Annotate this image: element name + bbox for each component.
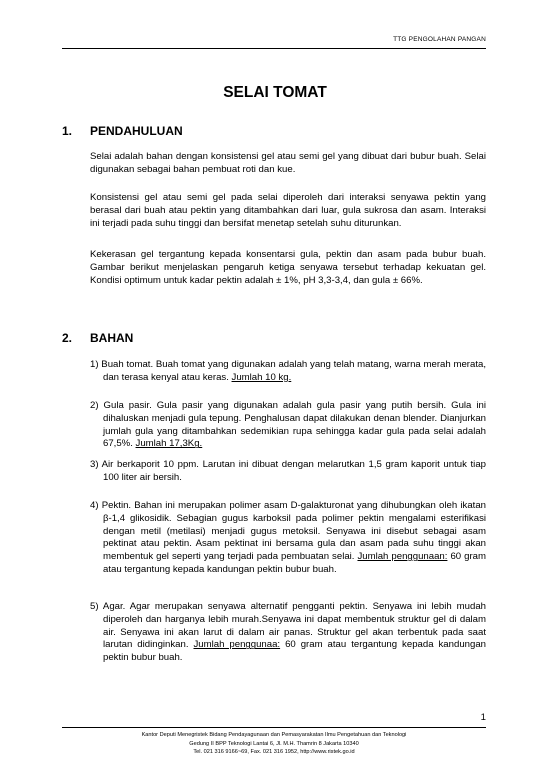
- paragraph: Konsistensi gel atau semi gel pada selai diperoleh dari interaksi senyawa pektin yang berasal dari buah atau pektin yang ditambahkan dari luar, gula sukrosa dan asam. Interaksi ini terjadi pada suhu tinggi dan bersifat menetap setelah suhu diturunkan.: [90, 192, 486, 229]
- header-divider: [62, 48, 486, 49]
- section-heading-pendahuluan: [62, 124, 183, 138]
- list-item-text: 4) Pektin. Bahan ini merupakan polimer asam D-galakturonat yang dihubungkan oleh ikatan β-1,4 glikosidik. Sebagian gugus karboksil pada polimer pektin mengalami esterifikasi dengan metil (metilasi) menjadi gugus metoksil. Senyawa ini disebut sebagai asam pektinat atau pektin. Asam pektinat ini bersama gula dan asam pada suhu tinggi akan membentuk gel seperti yang terjadi pada pembuatan selai.: [90, 500, 486, 563]
- footer-line: Kantor Deputi Menegristek Bidang Pendayagunaan dan Pemasyarakatan Ilmu Pengetahuan dan Teknologi: [141, 732, 407, 738]
- document-title: SELAI TOMAT: [223, 84, 327, 101]
- list-item-text: 2) Gula pasir. Gula pasir yang digunakan adalah gula pasir yang putih bersih. Gula ini dihaluskan menjadi gula tepung. Penghalusan dapat dilakukan denan blender. Dianjurkan jumlah gula yang ditambahkan sedemikian rupa sehingga kadar gula pada selai adalah 67,5%.: [90, 400, 486, 450]
- quantity-note: Jumlah penggunaan:: [357, 551, 448, 563]
- quantity-note: Jumlah 17,3Kg.: [135, 438, 203, 450]
- list-item: [90, 601, 486, 665]
- footer: [62, 731, 486, 757]
- list-item-text: 3) Air berkaporit 10 ppm. Larutan ini dibuat dengan melarutkan 1,5 gram kaporit untuk tiap 100 liter air bersih.: [90, 459, 486, 483]
- header-label: TTG PENGOLAHAN PANGAN: [393, 36, 486, 43]
- list-item: [90, 400, 486, 451]
- list-item: [90, 359, 486, 385]
- page-number: 1: [480, 712, 486, 723]
- paragraph: Selai adalah bahan dengan konsistensi gel atau semi gel yang dibuat dari bubur buah. Selai digunakan sebagai bahan pembuat roti dan kue.: [90, 151, 486, 175]
- quantity-note: Jumlah 10 kg.: [231, 371, 292, 383]
- section-number: 1.: [62, 124, 73, 138]
- section-number: 2.: [62, 331, 73, 345]
- section-title: PENDAHULUAN: [90, 124, 183, 138]
- list-item-text-tail: 60 gram atau tergantung kepada kandungan pektin bubur buah.: [103, 639, 486, 664]
- list-item-text: 1) Buah tomat. Buah tomat yang digunakan adalah yang telah matang, warna merah merata, dan terasa kenyal atau keras.: [90, 359, 486, 383]
- footer-line: Gedung II BPP Teknologi Lantai 6, Jl. M.H. Thamrin 8 Jakarta 10340: [189, 740, 359, 747]
- footer-line: Tel. 021 316 9166~69, Fax. 021 316 1952, http://www.ristek.go.id: [193, 749, 355, 756]
- list-item-text-tail: 60 gram atau tergantung kepada kandungan pektin bubur buah.: [103, 551, 486, 575]
- paragraph: Kekerasan gel tergantung kepada konsentarsi gula, pektin dan asam pada bubur buah. Gambar berikut menjelaskan pengaruh ketiga senyawa tersebut terhadap kekuatan gel. Kondisi optimum untuk kadar pektin adalah ± 1%, pH 3,3-3,4, dan gula ± 66%.: [90, 249, 486, 286]
- list-item: [90, 459, 486, 485]
- section-title: BAHAN: [90, 331, 134, 345]
- list-item-text: 5) Agar. Agar merupakan senyawa alternatif pengganti pektin. Senyawa ini lebih mudah diperoleh dan harganya lebih murah.Senyawa ini dapat membentuk struktur gel di dalam air. Senyawa ini akan larut di dalam air panas. Struktur gel akan terbentuk pada saat larutan didinginkan.: [90, 601, 486, 651]
- footer-divider: [62, 727, 486, 728]
- section-heading-bahan: [62, 331, 133, 345]
- list-item: [90, 500, 486, 577]
- quantity-note: Jumlah penggunaa:: [193, 639, 281, 651]
